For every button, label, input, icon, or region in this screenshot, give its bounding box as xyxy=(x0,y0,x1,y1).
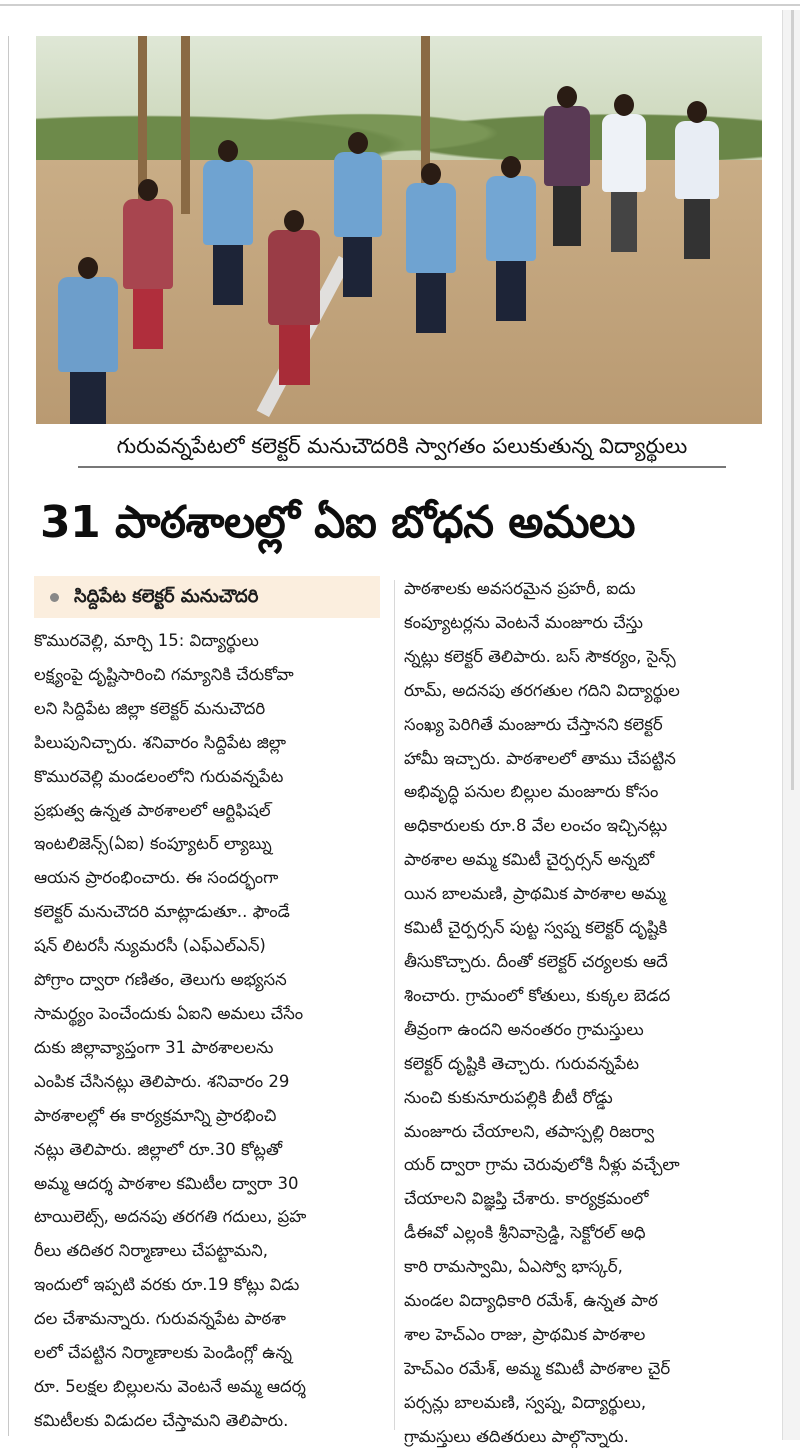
article-line: ఎంపిక చేసినట్లు తెలిపారు. శనివారం 29 xyxy=(34,1071,290,1091)
article-column-left xyxy=(34,624,384,1438)
photo-tree-trunk xyxy=(181,36,190,214)
right-page-edge xyxy=(782,10,800,1440)
article-line: నట్లు తెలిపారు. జిల్లాలో రూ.30 కోట్లతో xyxy=(34,1139,283,1159)
article-line: రూ. 5లక్షల బిల్లులను వెంటనే అమ్మ ఆదర్శ xyxy=(34,1376,306,1396)
article-line: మండల విద్యాధికారి రమేశ్, ఉన్నత పాఠ xyxy=(404,1291,658,1311)
article-line: ప్రభుత్వ ఉన్నత పాఠశాలలో ఆర్టిఫిషల్ xyxy=(34,800,271,820)
article-line: అమ్మ ఆదర్శ పాఠశాల కమిటీల ద్వారా 30 xyxy=(34,1173,299,1193)
photo-student xyxy=(58,277,118,372)
article-line: మంజూరు చేయాలని, తపాస్పల్లి రిజర్వా xyxy=(404,1121,655,1141)
article-line: తీవ్రంగా ఉందని అనంతరం గ్రామస్తులు xyxy=(404,1019,644,1039)
left-rule xyxy=(8,36,9,1436)
article-line: లలో చేపట్టిన నిర్మాణాలకు పెండింగ్లో ఉన్న xyxy=(34,1343,292,1363)
article-line: అధికారులకు రూ.8 వేల లంచం ఇచ్చినట్లు xyxy=(404,816,668,836)
photo-official xyxy=(602,114,646,192)
article-line: కలెక్టర్ దృష్టికి తెచ్చారు. గురువన్నపేట xyxy=(404,1053,639,1073)
photo-official xyxy=(544,106,590,186)
article-line: డీఈవో ఎల్లంకి శ్రీనివాస్రెడ్డి, సెక్టోరల్ అధి xyxy=(404,1223,646,1243)
article-line: చేయాలని విజ్ఞప్తి చేశారు. కార్యక్రమంలో xyxy=(404,1189,649,1209)
photo-official xyxy=(675,121,719,199)
article-line: కొమురవెల్లి మండలంలోని గురువన్నపేట xyxy=(34,766,284,786)
headline: 31 పాఠశాలల్లో ఏఐ బోధన అమలు xyxy=(40,497,635,548)
article-line: యిన బాలమణి, ప్రాథమిక పాఠశాల అమ్మ xyxy=(404,884,666,904)
article-line: ఇంటలిజెన్స్(ఏఐ) కంప్యూటర్ ల్యాబ్ను xyxy=(34,834,272,854)
edge-mark xyxy=(791,10,794,790)
top-rule xyxy=(0,4,800,6)
article-line: పోగ్రాం ద్వారా గణితం, తెలుగు అభ్యసన xyxy=(34,970,287,990)
article-line: రూమ్, అదనపు తరగతుల గదిని విద్యార్థుల xyxy=(404,680,680,700)
article-line: తీసుకొచ్చారు. దీంతో కలెక్టర్ చర్యలకు ఆదే xyxy=(404,951,668,971)
photo-student xyxy=(268,230,320,325)
article-line: రీలు తదితర నిర్మాణాలు చేపట్టామని, xyxy=(34,1241,268,1261)
article-line: ఆయన ప్రారంభించారు. ఈ సందర్భంగా xyxy=(34,868,279,888)
article-line: కమిటీ చైర్పర్సన్ పుట్ట స్వప్న కలెక్టర్ దృష్టికి xyxy=(404,918,668,938)
article-line: కంప్యూటర్లను వెంటనే మంజూరు చేస్తు xyxy=(404,612,643,632)
article-line: పాఠశాలకు అవసరమైన ప్రహరీ, ఐదు xyxy=(404,579,636,598)
caption-rule xyxy=(78,466,726,468)
article-line: సంఖ్య పెరిగితే మంజూరు చేస్తానని కలెక్టర్ xyxy=(404,714,663,734)
photo-caption: గురువన్నపేటలో కలెక్టర్ మనుచౌదరికి స్వాగతం పలుకుతున్న విద్యార్థులు xyxy=(116,434,688,458)
photo-student xyxy=(486,176,536,261)
article-line: కమిటీలకు విడుదల చేస్తామని తెలిపారు. xyxy=(34,1410,289,1430)
article-photo xyxy=(36,36,762,424)
bullet-dot-icon xyxy=(50,593,59,602)
article-line: శాల హెచ్ఎం రాజు, ప్రాథమిక పాఠశాల xyxy=(404,1324,646,1344)
article-line: కారి రామస్వామి, ఏఎస్వో భాస్కర్, xyxy=(404,1257,623,1277)
photo-student xyxy=(203,160,253,245)
article-line: న్నట్లు కలెక్టర్ తెలిపారు. బస్ సౌకర్యం, సైన్స్ xyxy=(404,646,676,666)
article-line: దుకు జిల్లావ్యాప్తంగా 31 పాఠశాలలను xyxy=(34,1037,274,1057)
article-line: పాఠశాలల్లో ఈ కార్యక్రమాన్ని ప్రారభించి xyxy=(34,1105,277,1125)
article-line: హెచ్ఎం రమేశ్, అమ్మ కమిటీ పాఠశాల చైర్ xyxy=(404,1358,671,1378)
photo-student xyxy=(406,183,456,273)
article-line: హామీ ఇచ్చారు. పాఠశాలలో తాము చేపట్టిన xyxy=(404,748,676,768)
article-line: యర్ ద్వారా గ్రామ చెరువులోకి నీళ్లు వచ్చేలా xyxy=(404,1155,680,1175)
byline xyxy=(34,576,380,618)
article-line: కలెక్టర్ మనుచౌదరి మాట్లాడుతూ.. ఫౌండే xyxy=(34,902,290,922)
photo-student xyxy=(334,152,382,237)
article-line: అభివృద్ధి పనుల బిల్లుల మంజూరు కోసం xyxy=(404,782,659,802)
article-column-right xyxy=(404,572,758,1448)
article-line: ఇందులో ఇప్పటి వరకు రూ.19 కోట్లు విడు xyxy=(34,1275,300,1295)
column-divider xyxy=(394,580,395,1430)
article-line: పిలుపునిచ్చారు. శనివారం సిద్దిపేట జిల్లా xyxy=(34,732,287,752)
article-line: టాయిలెట్స్, అదనపు తరగతి గదులు, ప్రహ xyxy=(34,1207,307,1227)
article-line: శించారు. గ్రామంలో కోతులు, కుక్కల బెడద xyxy=(404,985,671,1005)
article-line: నుంచి కుకునూరుపల్లికి బీటీ రోడ్డు xyxy=(404,1087,613,1107)
article-line: కొమురవెల్లి, మార్చి 15: విద్యార్థులు xyxy=(34,631,259,650)
article-line: పర్సన్లు బాలమణి, స్వప్న, విద్యార్థులు, xyxy=(404,1392,647,1412)
article-line: దల చేశామన్నారు. గురువన్నపేట పాఠశా xyxy=(34,1309,286,1329)
byline-text: సిద్దిపేట కలెక్టర్ మనుచౌదరి xyxy=(74,586,259,607)
article-line: షన్ లిటరసీ న్యుమరసీ (ఎఫ్ఎల్ఎన్) xyxy=(34,936,266,956)
article-line: సామర్థ్యం పెంచేందుకు ఏఐని అమలు చేసేం xyxy=(34,1003,304,1023)
photo-student xyxy=(123,199,173,289)
article-line: లక్ష్యంపై దృష్టిసారించి గమ్యానికి చేరుకోవా xyxy=(34,664,294,684)
article-line: లని సిద్దిపేట జిల్లా కలెక్టర్ మనుచౌదరి xyxy=(34,698,266,718)
article-line: పాఠశాల అమ్మ కమిటీ చైర్పర్సన్ అన్నబో xyxy=(404,850,655,870)
article-line: గ్రామస్తులు తదితరులు పాల్గొన్నారు. xyxy=(404,1426,629,1446)
